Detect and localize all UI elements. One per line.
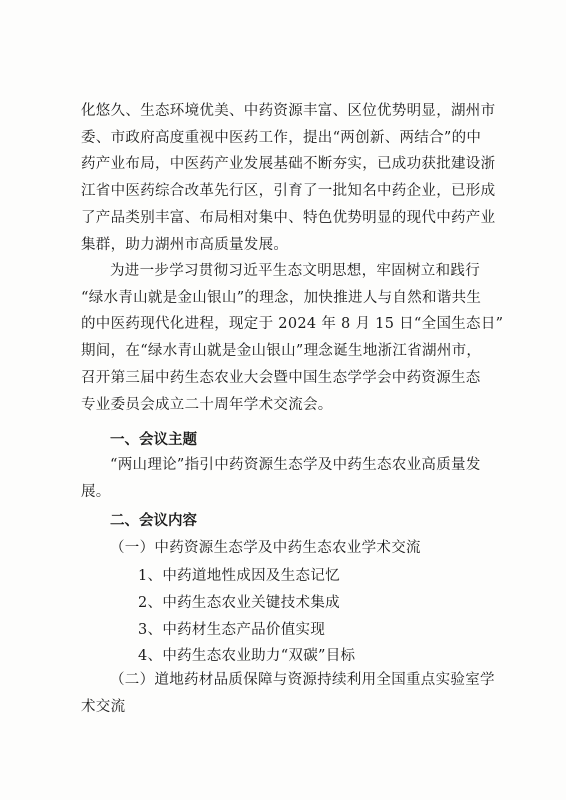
- text-line: “两山理论”指引中药资源生态学及中药生态农业高质量发: [110, 457, 481, 473]
- section-heading-theme: 一、会议主题: [110, 432, 197, 448]
- subsection-two: [81, 667, 495, 720]
- text-line: 委、市政府高度重视中医药工作，提出“两创新、两结合”的中: [81, 129, 482, 146]
- text-line: 化悠久、生态环境优美、中药资源丰富、区位优势明显，湖州市: [81, 103, 496, 119]
- text-line: 召开第三届中药生态农业大会暨中国生态学学会中药资源生态: [81, 369, 481, 386]
- section-heading-content: 二、会议内容: [110, 513, 197, 529]
- intro-paragraph: [81, 98, 496, 258]
- text-line: 展。: [81, 483, 111, 500]
- text-line: “绿水青山就是金山银山”的理念，加快推进人与自然和谐共生: [81, 289, 482, 306]
- list-item: 4、中药生态农业助力“双碳”目标: [138, 648, 356, 664]
- text-line: 专业委员会成立二十周年学术交流会。: [81, 396, 333, 413]
- text-line: （二）道地药材品质保障与资源持续利用全国重点实验室学: [110, 672, 495, 688]
- list-item: 2、中药生态农业关键技术集成: [138, 595, 340, 611]
- text-line: 药产业布局，中医药产业发展基础不断夯实，已成功获批建设浙: [81, 156, 496, 173]
- purpose-paragraph: [81, 258, 504, 418]
- text-line: 术交流: [81, 698, 126, 715]
- text-line: 期间，在“绿水青山就是金山银山”理念诞生地浙江省湖州市，: [81, 343, 482, 360]
- subsection-one: （一）中药资源生态学及中药生态农业学术交流: [110, 540, 421, 556]
- text-line: 了产品类别丰富、布局相对集中、特色优势明显的现代中药产业: [81, 209, 496, 226]
- list-item: 1、中药道地性成因及生态记忆: [138, 568, 340, 584]
- text-line: 的中医药现代化进程，现定于 2024 年 8 月 15 日“全国生态日”: [81, 316, 504, 333]
- text-line: 为进一步学习贯彻习近平生态文明思想，牢固树立和践行: [110, 263, 480, 279]
- text-line: 集群，助力湖州市高质量发展。: [81, 236, 289, 253]
- theme-paragraph: [81, 452, 488, 505]
- list-item: 3、中药材生态产品价值实现: [138, 622, 326, 638]
- text-line: 江省中医药综合改革先行区，引育了一批知名中药企业，已形成: [81, 183, 496, 200]
